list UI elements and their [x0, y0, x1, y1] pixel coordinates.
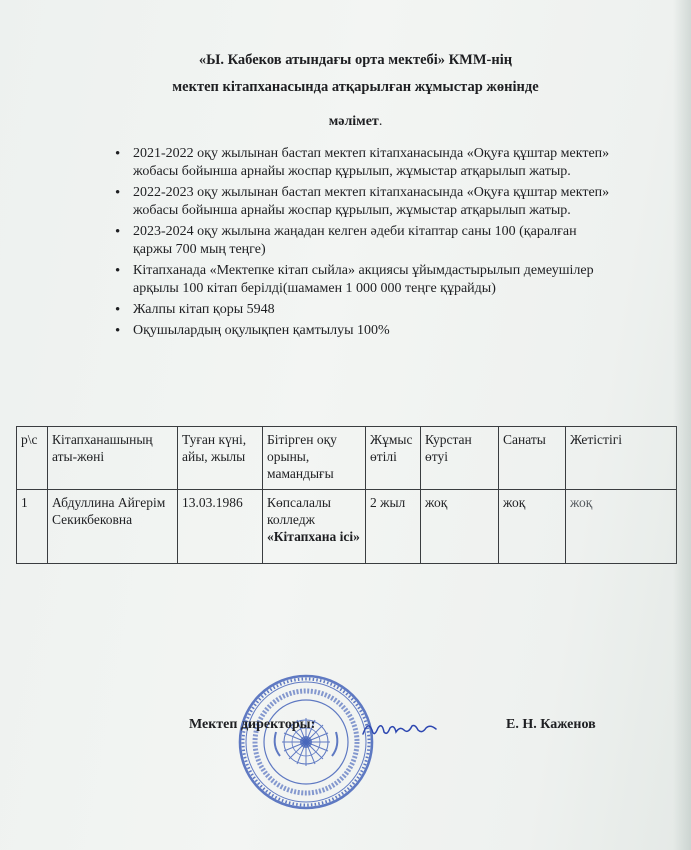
librarian-table [16, 426, 677, 564]
cell-experience: 2 жыл [366, 490, 421, 564]
header-name: Кітапханашының аты-жөні [48, 427, 178, 490]
activity-item: • 2023-2024 оқу жылына жаңадан келген әдеби кітаптар саны 100 (қаралған қаржы 700 мың теңге) [107, 223, 617, 259]
cell-name: Абдуллина Айгерім Секикбековна [48, 490, 178, 564]
activity-item: • 2022-2023 оқу жылынан бастап мектеп кітапханасында «Оқуға құштар мектеп» жобасы бойынша арнайы жоспар құрылып, жұмыстар атқарылып жатыр. [107, 184, 617, 220]
header-num: р\с [17, 427, 48, 490]
cell-education [263, 490, 366, 564]
document-title-line-1: «Ы. Кабеков атындағы орта мектебі» КММ-нің [198, 52, 513, 68]
education-institution: Көпсалалы колледж [267, 495, 331, 527]
cell-achievements: жоқ [566, 490, 677, 564]
cell-category: жоқ [499, 490, 566, 564]
header-category: Санаты [499, 427, 566, 490]
paper-edge-shadow [673, 0, 691, 850]
activity-item: • 2021-2022 оқу жылынан бастап мектеп кітапханасында «Оқуға құштар мектеп» жобасы бойынша арнайы жоспар құрылып, жұмыстар атқарылып жатыр. [107, 145, 617, 181]
document-title-line-3 [10, 113, 691, 131]
header-achievements: Жетістігі [566, 427, 677, 490]
activity-item: • Жалпы кітап қоры 5948 [107, 301, 617, 319]
director-label: Мектеп директоры: [189, 717, 316, 732]
official-seal-stamp [236, 672, 376, 812]
document-title-line-2: мектеп кітапханасында атқарылған жұмыстар жөнінде [172, 79, 539, 95]
cell-courses: жоқ [421, 490, 499, 564]
header-experience: Жұмыс өтілі [366, 427, 421, 490]
title-word: мәлімет [328, 114, 379, 129]
header-education: Бітірген оқу орыны, мамандығы [263, 427, 366, 490]
table-header-row [17, 427, 677, 490]
activity-item: • Кітапханада «Мектепке кітап сыйла» акциясы ұйымдастырылып демеушілер арқылы 100 кітап берілді(шамамен 1 000 000 теңге құрайды) [107, 262, 617, 298]
activity-list [107, 145, 617, 343]
director-handwritten-signature [360, 716, 440, 744]
table-row [17, 490, 677, 564]
header-courses: Курстан өтуі [421, 427, 499, 490]
director-name: Е. Н. Каженов [506, 717, 596, 732]
header-birth: Туған күні, айы, жылы [178, 427, 263, 490]
activity-item: • Оқушылардың оқулықпен қамтылуы 100% [107, 322, 617, 340]
cell-num: 1 [17, 490, 48, 564]
education-specialty: «Кітапхана ісі» [267, 529, 360, 544]
title-period: . [378, 114, 383, 129]
cell-birth: 13.03.1986 [178, 490, 263, 564]
